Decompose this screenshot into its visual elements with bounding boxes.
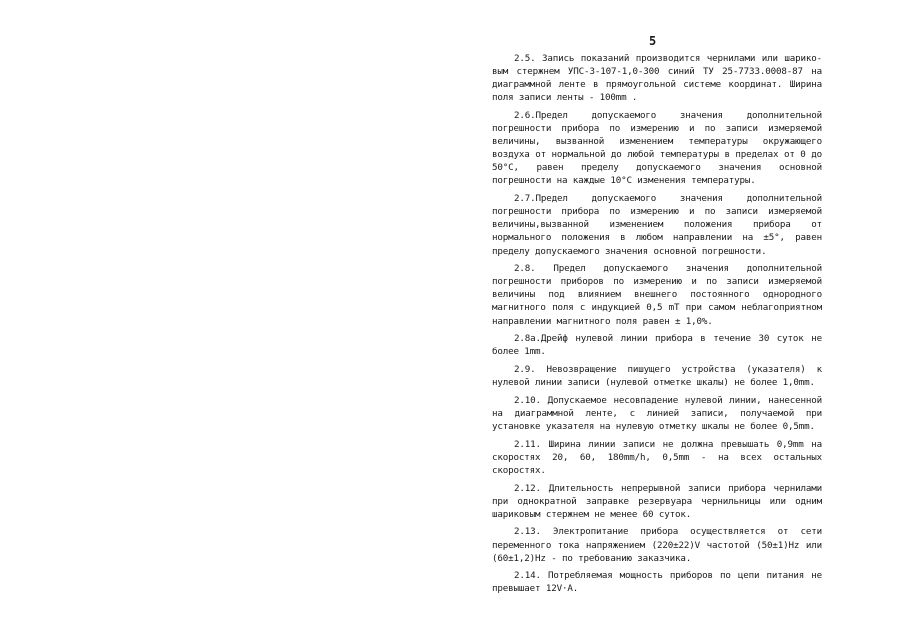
paragraph-2-14: 2.14. Потребляемая мощность приборов по цепи питания не превышает 12V·A. (492, 570, 822, 595)
paragraph-2-6: 2.6.Предел допускаемого значения дополнительной погрешности прибора по измерению и по записи измеряемой величины, вызванной изменением температуры окружающего воздуха от нормальной до любой температуры в пределах от 0 до 50°С, равен пределу допускаемого значения основной погрешности на каждые 10°С изменения температуры. (492, 109, 822, 187)
paragraph-2-9: 2.9. Невозвращение пишущего устройства (указателя) к нулевой линии записи (нулевой отметке шкалы) не более 1,0mm. (492, 364, 822, 389)
paragraph-2-12: 2.12. Длительность непрерывной записи прибора чернилами при однократной заправке резервуара чернильницы или одним шариковым стержнем не менее 60 суток. (492, 482, 822, 520)
paragraph-2-7: 2.7.Предел допускаемого значения дополнительной погрешности прибора по измерению и по записи измеряемой величины,вызванной изменением положения прибора от нормального положения в любом направлении на ±5°, равен пределу допускаемого значения основной погрешности. (492, 193, 822, 257)
document-body (492, 52, 822, 600)
paragraph-2-8: 2.8. Предел допускаемого значения дополнительной погрешности приборов по измерению и по записи измеряемой величины под влиянием внешнего постоянного однородного магнитного поля с индукцией 0,5 mT при самом неблагоприятном направлении магнитного поля равен ± 1,0%. (492, 263, 822, 327)
paragraph-2-5: 2.5. Запись показаний производится чернилами или шарико-вым стержнем УПС-3-107-1,0-300 синий ТУ 25-7733.0008-87 на диаграммной ленте в прямоугольной системе координат. Ширина поля записи ленты - 100mm . (492, 53, 822, 104)
paragraph-2-10: 2.10. Допускаемое несовпадение нулевой линии, нанесенной на диаграммной ленте, с линией записи, получаемой при установке указателя на нулевую отметку шкалы не более 0,5mm. (492, 394, 822, 432)
paragraph-2-11: 2.11. Ширина линии записи не должна превышать 0,9mm на скоростях 20, 60, 180mm/h, 0,5mm - на всех остальных скоростях. (492, 438, 822, 476)
paragraph-2-13: 2.13. Электропитание прибора осуществляется от сети переменного тока напряжением (220±22)V частотой (50±1)Hz или (60±1,2)Hz - по требованию заказчика. (492, 526, 822, 564)
paragraph-2-8a: 2.8а.Дрейф нулевой линии прибора в течение 30 суток не более 1mm. (492, 333, 822, 358)
page-number: 5 (649, 34, 657, 48)
